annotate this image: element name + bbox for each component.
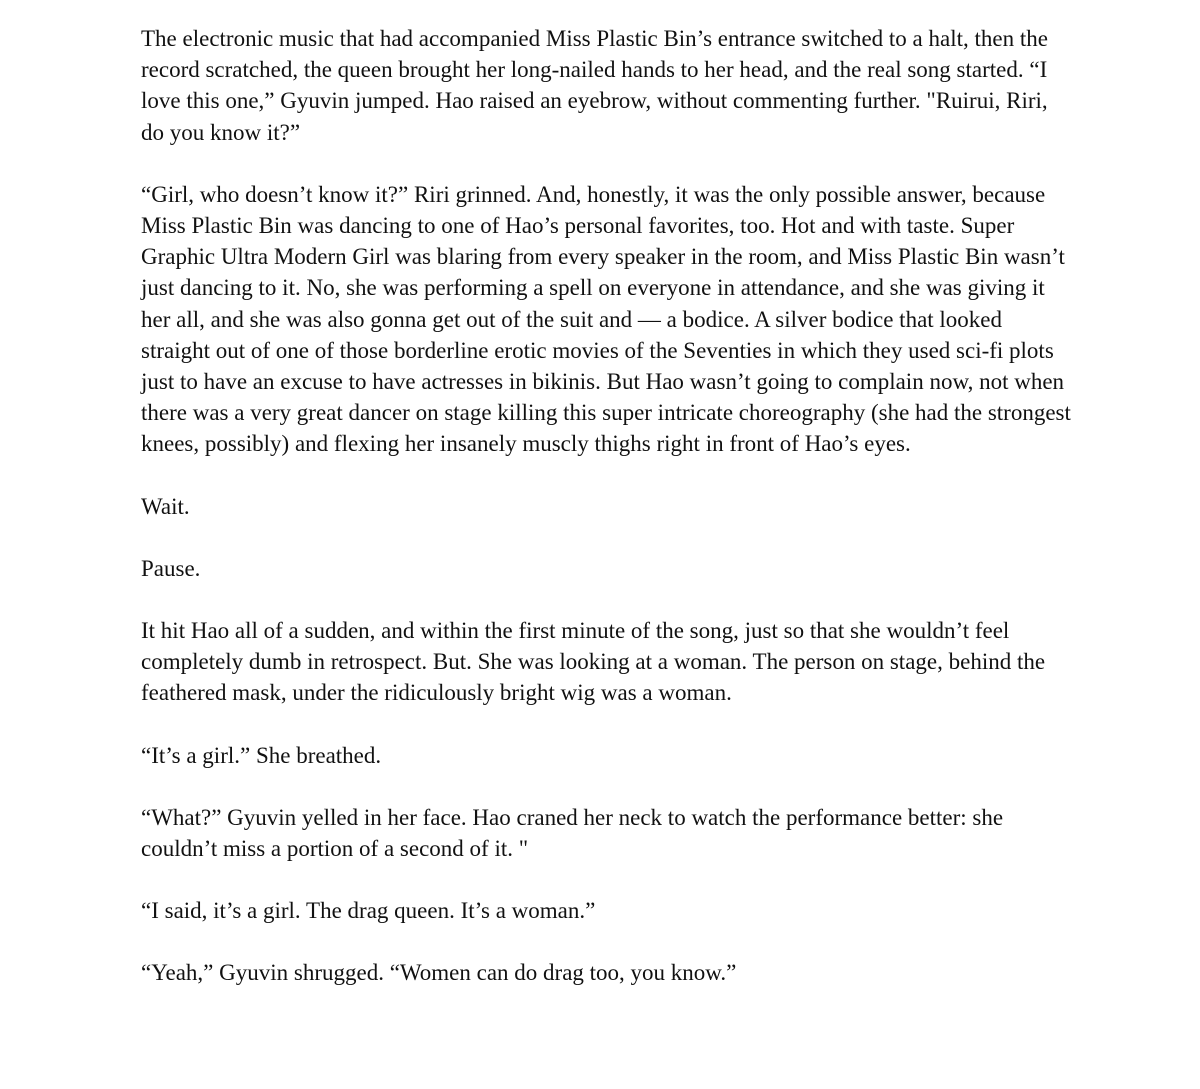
paragraph-pause: Pause.	[141, 555, 201, 581]
paragraph-its-a-girl: “It’s a girl.” She breathed.	[141, 742, 382, 768]
paragraph-realization: It hit Hao all of a sudden, and within the first minute of the song, just so that she wouldn’t feel completely dumb in retrospect. But. She was looking at a woman. The person on stage, behind the feathered mask, under the ridiculously bright wig was a woman.	[141, 618, 1046, 706]
paragraph-drag-queen-woman: “I said, it’s a girl. The drag queen. It’s a woman.”	[141, 898, 596, 924]
paragraph-wait: Wait.	[141, 493, 190, 519]
paragraph-riri-answer: “Girl, who doesn’t know it?” Riri grinned. And, honestly, it was the only possible answer, because Miss Plastic Bin was dancing to one of Hao’s personal favorites, too. Hot and with taste. Super Graphic Ultra Modern Girl was blaring from every speaker in the room, and Miss Plastic Bin wasn’t just dancing to it. No, she was performing a spell on everyone in attendance, and she was giving it her all, and she was also gonna get out of the suit and — a bodice. A silver bodice that looked straight out of one of those borderline erotic movies of the Seventies in which they used sci-fi plots just to have an excuse to have actresses in bikinis. But Hao wasn’t going to complain now, not when there was a very great dancer on stage killing this super intricate choreography (she had the strongest knees, possibly) and flexing her insanely muscly thighs right in front of Hao’s eyes.	[141, 181, 1071, 457]
paragraph-women-do-drag: “Yeah,” Gyuvin shrugged. “Women can do drag too, you know.”	[141, 960, 737, 986]
paragraph-music-halts: The electronic music that had accompanied Miss Plastic Bin’s entrance switched to a halt, then the record scratched, the queen brought her long-nailed hands to her head, and the real song started. “I love this one,” Gyuvin jumped. Hao raised an eyebrow, without commenting further. "Ruirui, Riri, do you know it?”	[141, 26, 1048, 145]
story-text	[141, 23, 1071, 989]
paragraph-gyuvin-what: “What?” Gyuvin yelled in her face. Hao craned her neck to watch the performance better: she couldn’t miss a portion of a second of it. "	[141, 804, 1004, 862]
